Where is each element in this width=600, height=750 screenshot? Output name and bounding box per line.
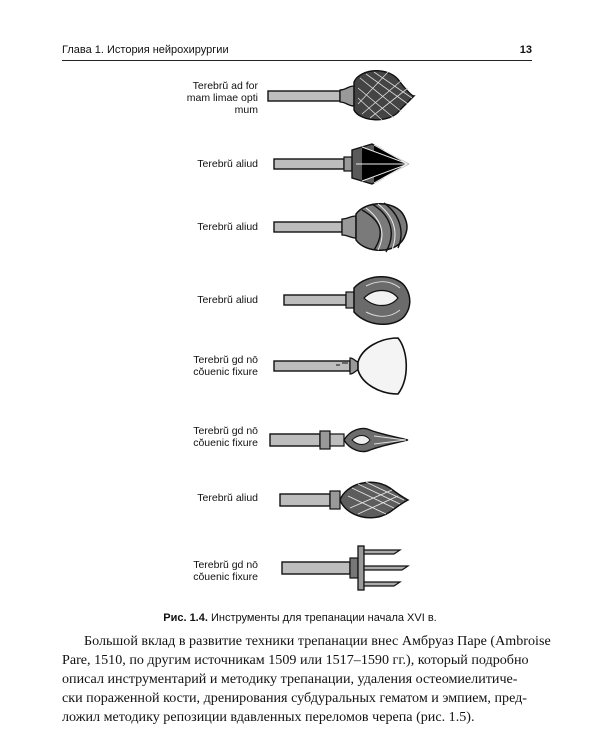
- tool-label-7: Terebrŭ aliud: [197, 492, 258, 504]
- tool-label-3: Terebrŭ aliud: [197, 221, 258, 233]
- running-header: [62, 44, 532, 58]
- leaf-point-burr-icon: [262, 468, 422, 532]
- conical-rasp-burr-icon: [262, 64, 422, 128]
- spiral-bulb-burr-icon: [262, 194, 422, 258]
- body-paragraph: [62, 632, 551, 727]
- tool-label-2: Terebrŭ aliud: [197, 158, 258, 170]
- paragraph-line: Большой вклад в развитие техники трепанации внес Амбруаз Паре (Ambroise: [84, 633, 551, 649]
- cone-fluted-burr-icon: [262, 132, 422, 196]
- header-rule: [62, 60, 532, 61]
- half-disc-burr-icon: [262, 334, 422, 398]
- chapter-title: Глава 1. История нейрохирургии: [62, 44, 229, 56]
- figure-caption: [0, 612, 600, 624]
- tool-label-6: Terebrŭ gd nō cŏuenic fixure: [193, 425, 258, 449]
- paragraph-line: описал инструментарий и методику трепанации, удаления остеомиелитиче-: [62, 671, 518, 687]
- figure-caption-text: Инструменты для трепанации начала XVI в.: [207, 612, 437, 624]
- paragraph-line: Pare, 1510, по другим источникам 1509 или 1517–1590 гг.), который подробно: [62, 652, 529, 668]
- figure-caption-label: Рис. 1.4.: [163, 612, 208, 624]
- page-number: 13: [519, 44, 532, 56]
- tool-label-5: Terebrŭ gd nō cŏuenic fixure: [193, 354, 258, 378]
- spear-point-burr-icon: [262, 408, 422, 472]
- paragraph-line: ложил методику репозиции вдавленных переломов черепа (рис. 1.5).: [62, 709, 475, 725]
- tool-label-4: Terebrŭ aliud: [197, 294, 258, 306]
- tool-label-8: Terebrŭ gd nō cŏuenic fixure: [193, 559, 258, 583]
- open-bulb-burr-icon: [262, 268, 422, 332]
- tool-label-1: Terebrŭ ad for mam limae opti mum: [186, 80, 258, 116]
- trident-fork-icon: [262, 536, 422, 600]
- paragraph-line: ски пораженной кости, дренирования субдуральных гематом и эмпием, пред-: [62, 690, 527, 706]
